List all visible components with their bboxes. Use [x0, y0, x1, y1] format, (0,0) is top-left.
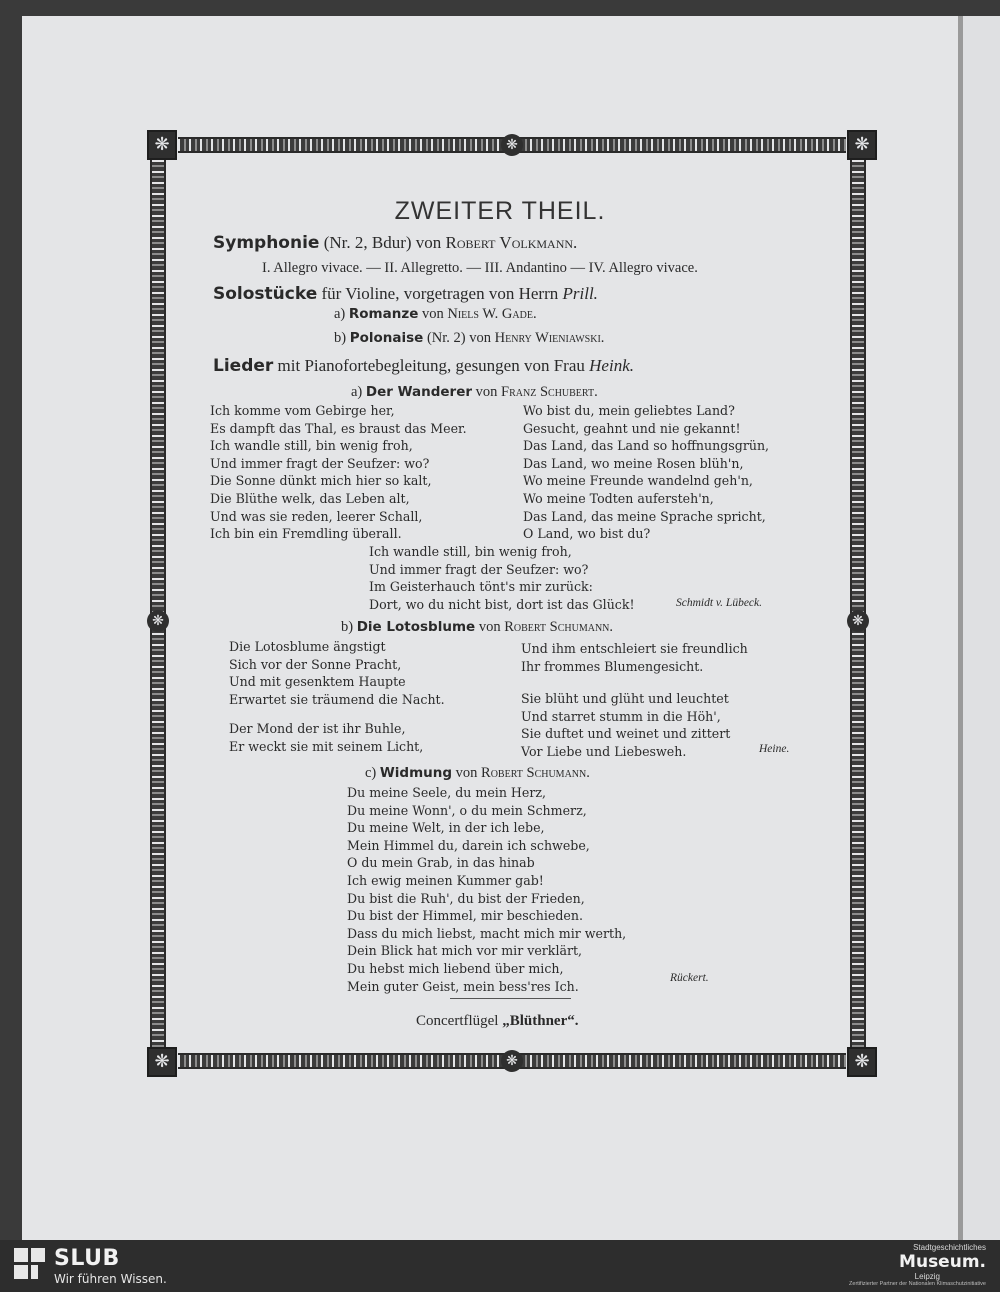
verse-line: Ich komme vom Gebirge her,	[210, 403, 395, 418]
wanderer-verse-center	[369, 543, 635, 613]
verse-line: Vor Liebe und Liebesweh.	[521, 743, 687, 759]
symphonie-label: Symphonie	[213, 233, 320, 253]
verse-line: Die Sonne dünkt mich hier so kalt,	[210, 473, 432, 489]
rosette-ornament-icon: ❋	[501, 134, 523, 156]
item-prefix: b)	[341, 619, 354, 635]
separator-rule	[450, 998, 571, 999]
composer-name: Franz Schubert.	[501, 384, 598, 400]
composer-name: Niels W. Gade.	[447, 306, 537, 322]
widmung-verse	[347, 784, 626, 995]
verse-line: Und was sie reden, leerer Schall,	[210, 508, 423, 524]
song-title: Widmung	[379, 765, 453, 781]
song-title: Der Wanderer	[365, 384, 473, 400]
verse-line: Dein Blick hat mich vor mir verklärt,	[347, 943, 583, 959]
solo-item-b	[334, 330, 604, 347]
verse-line: Du meine Wonn', o du mein Schmerz,	[347, 802, 587, 818]
wanderer-verse-left	[210, 402, 467, 543]
wanderer-poet-credit: Schmidt v. Lübeck.	[676, 597, 763, 609]
concert-piano-note	[416, 1013, 579, 1030]
slub-tagline: Wir führen Wissen.	[54, 1272, 167, 1286]
verse-line: Ich wandle still, bin wenig froh,	[369, 544, 572, 559]
piece-title: Romanze	[348, 306, 419, 322]
corner-ornament-icon: ❋	[847, 1047, 877, 1077]
lotosblume-verse-left-2	[229, 720, 423, 755]
von-text: von	[478, 619, 501, 635]
symphonie-composer: Robert Volkmann.	[445, 233, 578, 252]
verse-line: Wo meine Freunde wandelnd geh'n,	[523, 473, 753, 489]
verse-line: Und immer fragt der Seufzer: wo?	[210, 455, 430, 471]
verse-line: Mein guter Geist, mein bess'res Ich.	[347, 978, 579, 994]
corner-ornament-icon: ❋	[847, 130, 877, 160]
verse-line: Er weckt sie mit seinem Licht,	[229, 738, 424, 754]
museum-line-2: Museum.	[899, 1252, 986, 1272]
solo-item-a	[334, 306, 537, 323]
item-prefix: c)	[365, 765, 377, 781]
museum-line-1: Stadtgeschichtliches	[913, 1243, 986, 1252]
verse-line: Erwartet sie träumend die Nacht.	[229, 691, 445, 707]
lotosblume-verse-right-1	[521, 640, 748, 675]
verse-line: Im Geisterhauch tönt's mir zurück:	[369, 579, 593, 595]
verse-line: Das Land, das meine Sprache spricht,	[523, 508, 766, 524]
von-text: von	[455, 765, 478, 781]
verse-line: Ich bin ein Fremdling überall.	[210, 526, 402, 542]
verse-line: Es dampft das Thal, es braust das Meer.	[210, 420, 467, 436]
verse-line: Ihr frommes Blumengesicht.	[521, 658, 704, 674]
verse-line: Die Blüthe welk, das Leben alt,	[210, 490, 410, 506]
solostuecke-heading	[213, 284, 598, 304]
widmung-heading	[365, 765, 590, 782]
verse-line: Du meine Welt, in der ich lebe,	[347, 820, 545, 836]
solostuecke-label: Solostücke	[213, 284, 318, 304]
song-title: Die Lotosblume	[356, 619, 476, 635]
piano-brand: „Blüthner“.	[502, 1013, 579, 1029]
piece-title: Polonaise	[349, 330, 424, 346]
verse-line: Und ihm entschleiert sie freundlich	[521, 641, 748, 656]
von-text: von	[475, 384, 498, 400]
verse-line: Die Lotosblume ängstigt	[229, 639, 386, 654]
viewer-footer	[0, 1240, 1000, 1292]
symphonie-detail: (Nr. 2, Bdur) von	[323, 233, 442, 252]
item-prefix: b)	[334, 330, 347, 346]
von-text: von	[422, 306, 444, 322]
solostuecke-performer: Prill.	[562, 284, 598, 303]
widmung-poet-credit: Rückert.	[670, 972, 709, 984]
rosette-ornament-icon: ❋	[847, 610, 869, 632]
frame-right-band	[850, 158, 866, 1053]
corner-ornament-icon: ❋	[147, 130, 177, 160]
verse-line: Das Land, das Land so hoffnungsgrün,	[523, 438, 770, 454]
verse-line: Du meine Seele, du mein Herz,	[347, 785, 547, 800]
verse-line: Dass du mich liebst, macht mich mir werth,	[347, 925, 627, 941]
verse-line: O du mein Grab, in das hinab	[347, 855, 535, 871]
verse-line: Sich vor der Sonne Pracht,	[229, 656, 402, 672]
verse-line: Du bist die Ruh', du bist der Frieden,	[347, 890, 585, 906]
verse-line: Das Land, wo meine Rosen blüh'n,	[523, 455, 744, 471]
verse-line: Ich ewig meinen Kummer gab!	[347, 872, 544, 888]
verse-line: Wo bist du, mein geliebtes Land?	[523, 403, 735, 418]
slub-name: SLUB	[54, 1246, 120, 1271]
frame-left-band	[150, 158, 166, 1053]
verse-line: Wo meine Todten aufersteh'n,	[523, 490, 714, 506]
verse-line: O Land, wo bist du?	[523, 526, 651, 542]
symphonie-movements: I. Allegro vivace. — II. Allegretto. — III. Andantino — IV. Allegro vivace.	[262, 260, 698, 276]
verse-line: Und mit gesenktem Haupte	[229, 674, 406, 690]
composer-name: Robert Schumann.	[504, 619, 614, 635]
verse-line: Der Mond der ist ihr Buhle,	[229, 721, 406, 736]
museum-line-4: Zertifizierter Partner der Nationalen Klimaschutzinitiative	[849, 1281, 986, 1287]
page-title: ZWEITER THEIL.	[394, 197, 606, 225]
verse-line: Mein Himmel du, darein ich schwebe,	[347, 837, 590, 853]
verse-line: Gesucht, geahnt und nie gekannt!	[523, 420, 741, 436]
verse-line: Sie blüht und glüht und leuchtet	[521, 691, 729, 706]
corner-ornament-icon: ❋	[147, 1047, 177, 1077]
slub-logo-icon	[14, 1248, 48, 1282]
verse-line: Dort, wo du nicht bist, dort ist das Glück!	[369, 596, 635, 612]
lieder-label: Lieder	[213, 356, 274, 376]
symphonie-heading	[213, 233, 577, 253]
lotosblume-verse-right-2	[521, 690, 730, 760]
museum-line-3: Leipzig	[914, 1272, 940, 1281]
lotosblume-heading	[341, 619, 613, 636]
verse-line: Du bist der Himmel, mir beschieden.	[347, 908, 583, 924]
lotosblume-verse-left-1	[229, 638, 445, 708]
composer-name: Henry Wieniawski.	[494, 330, 605, 346]
rosette-ornament-icon: ❋	[147, 610, 169, 632]
lieder-detail: mit Pianofortebegleitung, gesungen von Frau	[277, 356, 585, 375]
item-prefix: a)	[334, 306, 346, 322]
solostuecke-detail: für Violine, vorgetragen von Herrn	[321, 284, 559, 303]
item-prefix: a)	[351, 384, 363, 400]
verse-line: Du hebst mich liebend über mich,	[347, 960, 564, 976]
piece-detail: (Nr. 2) von	[426, 330, 492, 346]
lotosblume-poet-credit: Heine.	[759, 743, 790, 755]
rosette-ornament-icon: ❋	[501, 1050, 523, 1072]
verse-line: Und immer fragt der Seufzer: wo?	[369, 561, 589, 577]
lieder-performer: Heink.	[589, 356, 634, 375]
composer-name: Robert Schumann.	[481, 765, 590, 781]
wanderer-heading	[351, 384, 598, 401]
verse-line: Sie duftet und weinet und zittert	[521, 726, 731, 742]
lieder-heading	[213, 356, 634, 376]
verse-line: Und starret stumm in die Höh',	[521, 708, 721, 724]
verse-line: Ich wandle still, bin wenig froh,	[210, 438, 413, 454]
wanderer-verse-right	[523, 402, 769, 543]
concert-prefix: Concertflügel	[416, 1013, 499, 1029]
